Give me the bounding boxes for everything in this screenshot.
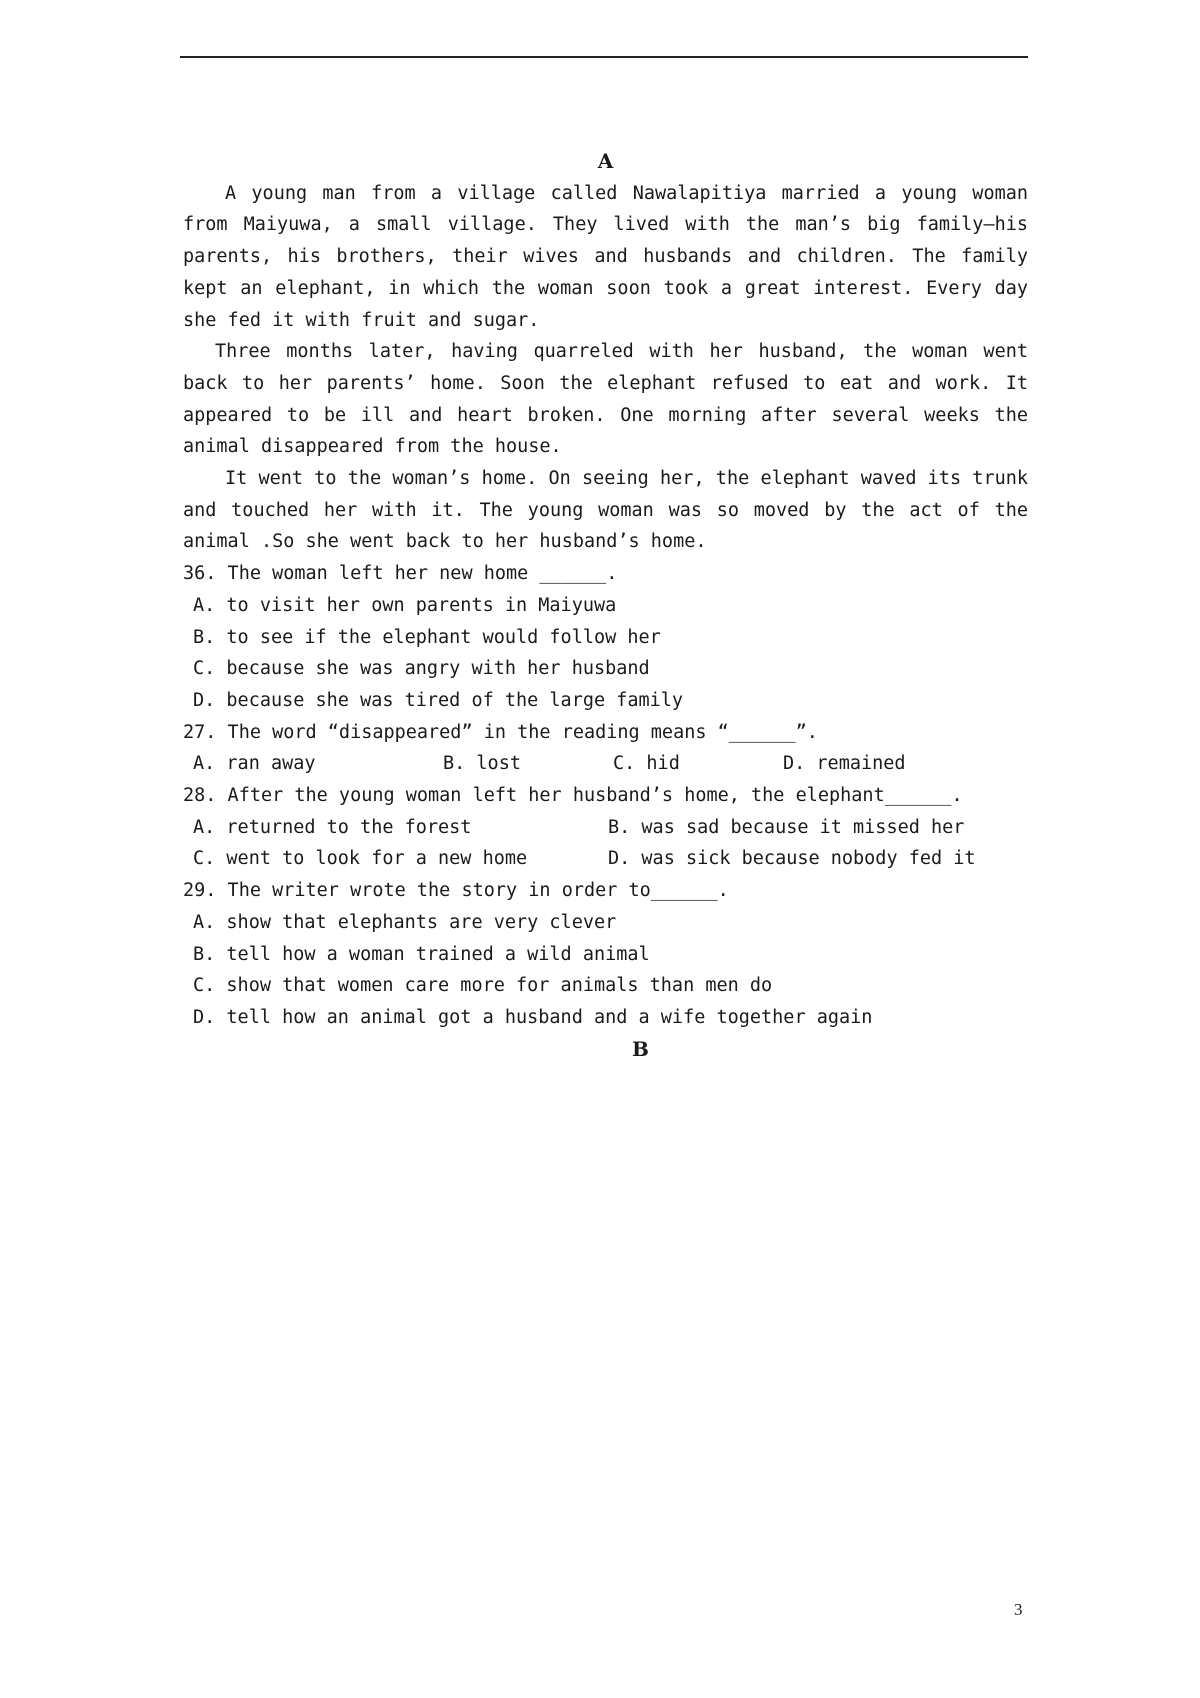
passage-paragraph-1: A young man from a village called Nawalapitiya married a young woman from Maiyuwa, a small village. They lived with the man’s big family—his parents, his brothers, their wives and husbands and children. The family kept an elephant, in which the woman soon took a great interest. Every day she fed it with fruit and sugar. bbox=[183, 182, 1028, 331]
section-a-heading: A bbox=[597, 149, 614, 173]
question-29-option-a: A. show that elephants are very clever bbox=[193, 911, 617, 933]
question-29-option-c: C. show that women care more for animals than men do bbox=[193, 975, 773, 997]
question-27-option-a: A. ran away bbox=[193, 753, 316, 775]
page-content bbox=[183, 146, 1028, 1065]
question-27-option-b: B. lost bbox=[443, 753, 521, 775]
question-36-option-d: D. because she was tired of the large family bbox=[193, 689, 684, 711]
question-28-option-d: D. was sick because nobody fed it bbox=[608, 848, 976, 870]
question-28-option-a: A. returned to the forest bbox=[193, 816, 472, 838]
question-27-stem: 27. The word “disappeared” in the reading means “______”. bbox=[183, 721, 818, 743]
header-rule bbox=[180, 56, 1028, 58]
question-29-option-d: D. tell how an animal got a husband and a wife together again bbox=[193, 1006, 873, 1028]
question-36-stem: 36. The woman left her new home ______. bbox=[183, 563, 618, 585]
question-36-option-a: A. to visit her own parents in Maiyuwa bbox=[193, 594, 617, 616]
question-27-option-d: D. remained bbox=[783, 753, 906, 775]
passage-paragraph-2: Three months later, having quarreled with her husband, the woman went back to her parents’ home. Soon the elephant refused to eat and work. It appeared to be ill and heart broken. One morning after several weeks the animal disappeared from the house. bbox=[183, 341, 1028, 458]
question-28-option-b: B. was sad because it missed her bbox=[608, 816, 965, 838]
passage-paragraph-3: It went to the woman’s home. On seeing her, the elephant waved its trunk and touched her with it. The young woman was so moved by the act of the animal .So she went back to her husband’s home. bbox=[183, 468, 1028, 553]
question-28-option-c: C. went to look for a new home bbox=[193, 848, 528, 870]
question-28-options-row-2 bbox=[183, 843, 1028, 875]
question-36-option-b: B. to see if the elephant would follow her bbox=[193, 626, 661, 648]
section-b-heading: B bbox=[632, 1036, 649, 1061]
question-28-options-row-1 bbox=[183, 812, 1028, 844]
question-28-stem: 28. After the young woman left her husband’s home, the elephant______. bbox=[183, 785, 963, 807]
question-27-option-c: C. hid bbox=[613, 753, 680, 775]
page-number: 3 bbox=[1014, 1600, 1023, 1619]
question-29-option-b: B. tell how a woman trained a wild animal bbox=[193, 943, 650, 965]
question-36-option-c: C. because she was angry with her husband bbox=[193, 658, 650, 680]
question-27-options bbox=[183, 748, 1028, 780]
question-29-stem: 29. The writer wrote the story in order to______. bbox=[183, 880, 729, 902]
